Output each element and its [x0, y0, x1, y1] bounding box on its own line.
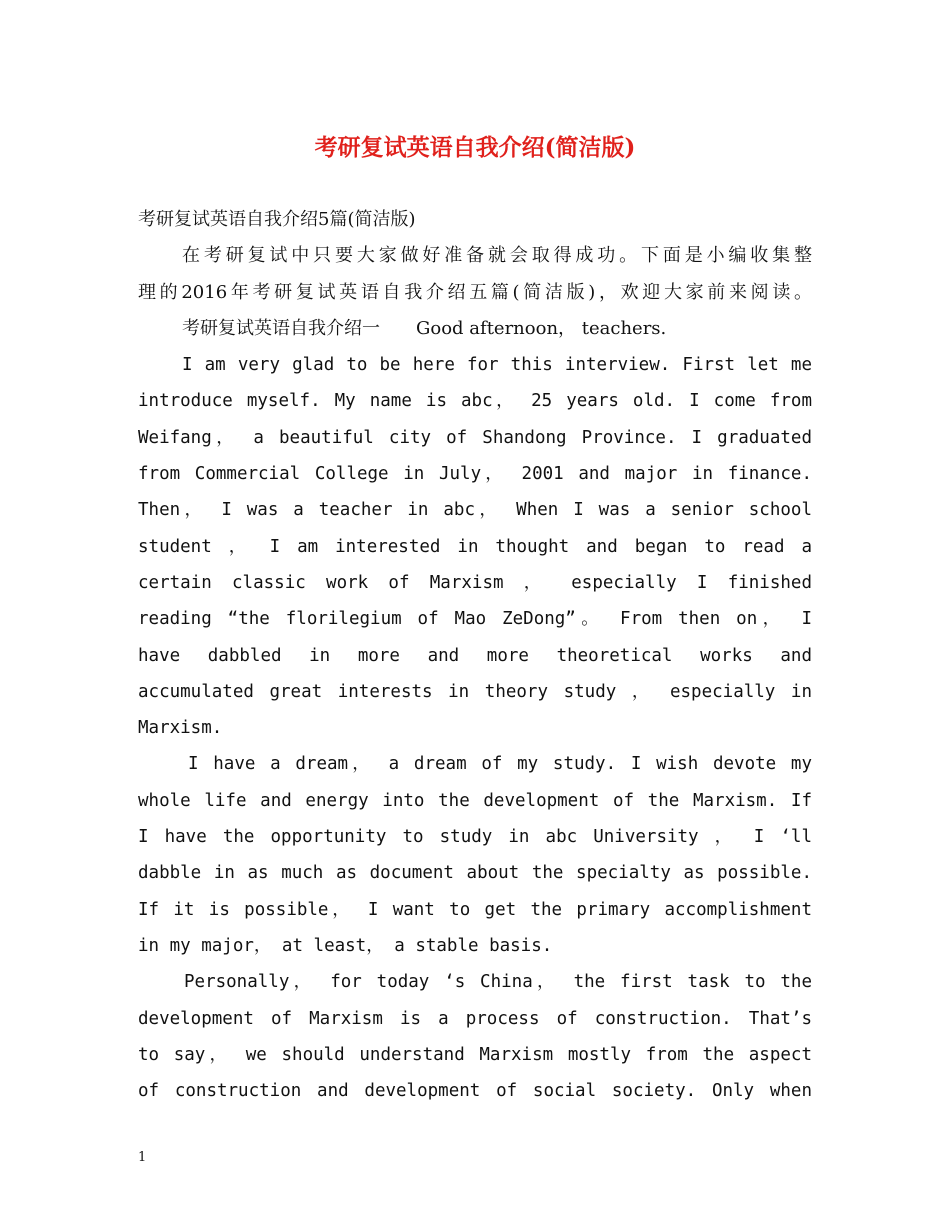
- text-line: 理的2016年考研复试英语自我介绍五篇(简洁版)，欢迎大家前来阅读。: [138, 281, 812, 303]
- text-line: in my major， at least， a stable basis.: [138, 935, 553, 956]
- text-line: Then， I was a teacher in abc， When I was a senior school: [138, 500, 812, 521]
- text-line: I am very glad to be here for this interview. First let me: [182, 355, 812, 376]
- document-title: 考研复试英语自我介绍(简洁版): [314, 134, 636, 161]
- text-line: reading “the florilegium of Mao ZeDong”。 From then on， I: [138, 609, 812, 630]
- page-number: 1: [138, 1150, 147, 1165]
- text-line: If it is possible， I want to get the primary accomplishment: [138, 899, 812, 920]
- text-line: Personally， for today ‘s China， the first task to the: [184, 972, 812, 993]
- text-line: to say， we should understand Marxism mostly from the aspect: [138, 1044, 812, 1065]
- text-line: dabble in as much as document about the specialty as possible.: [138, 863, 812, 884]
- text-line: I have the opportunity to study in abc University ， I ‘ll: [138, 827, 812, 848]
- text-line: student ， I am interested in thought and began to read a: [138, 536, 812, 557]
- text-line: Marxism.: [138, 718, 223, 739]
- subtitle-line: 考研复试英语自我介绍5篇(简洁版): [138, 209, 416, 230]
- text-line: certain classic work of Marxism ， especially I finished: [138, 572, 812, 593]
- document-body: [138, 202, 812, 1109]
- text-line: 在考研复试中只要大家做好准备就会取得成功。下面是小编收集整: [182, 245, 812, 267]
- text-line: 考研复试英语自我介绍一 Good afternoon， teachers.: [182, 317, 667, 339]
- text-line: have dabbled in more and more theoretical works and: [138, 645, 812, 666]
- text-line: Weifang， a beautiful city of Shandong Province. I graduated: [138, 427, 812, 448]
- text-line: accumulated great interests in theory study ， especially in: [138, 681, 812, 702]
- text-line: introduce myself. My name is abc， 25 years old. I come from: [138, 391, 812, 412]
- text-line: development of Marxism is a process of construction. That’s: [138, 1008, 812, 1029]
- text-line: from Commercial College in July， 2001 and major in finance.: [138, 464, 812, 485]
- text-line: I have a dream， a dream of my study. I wish devote my: [188, 754, 812, 775]
- text-line: of construction and development of social society. Only when: [138, 1081, 812, 1102]
- text-line: whole life and energy into the development of the Marxism. If: [138, 790, 812, 811]
